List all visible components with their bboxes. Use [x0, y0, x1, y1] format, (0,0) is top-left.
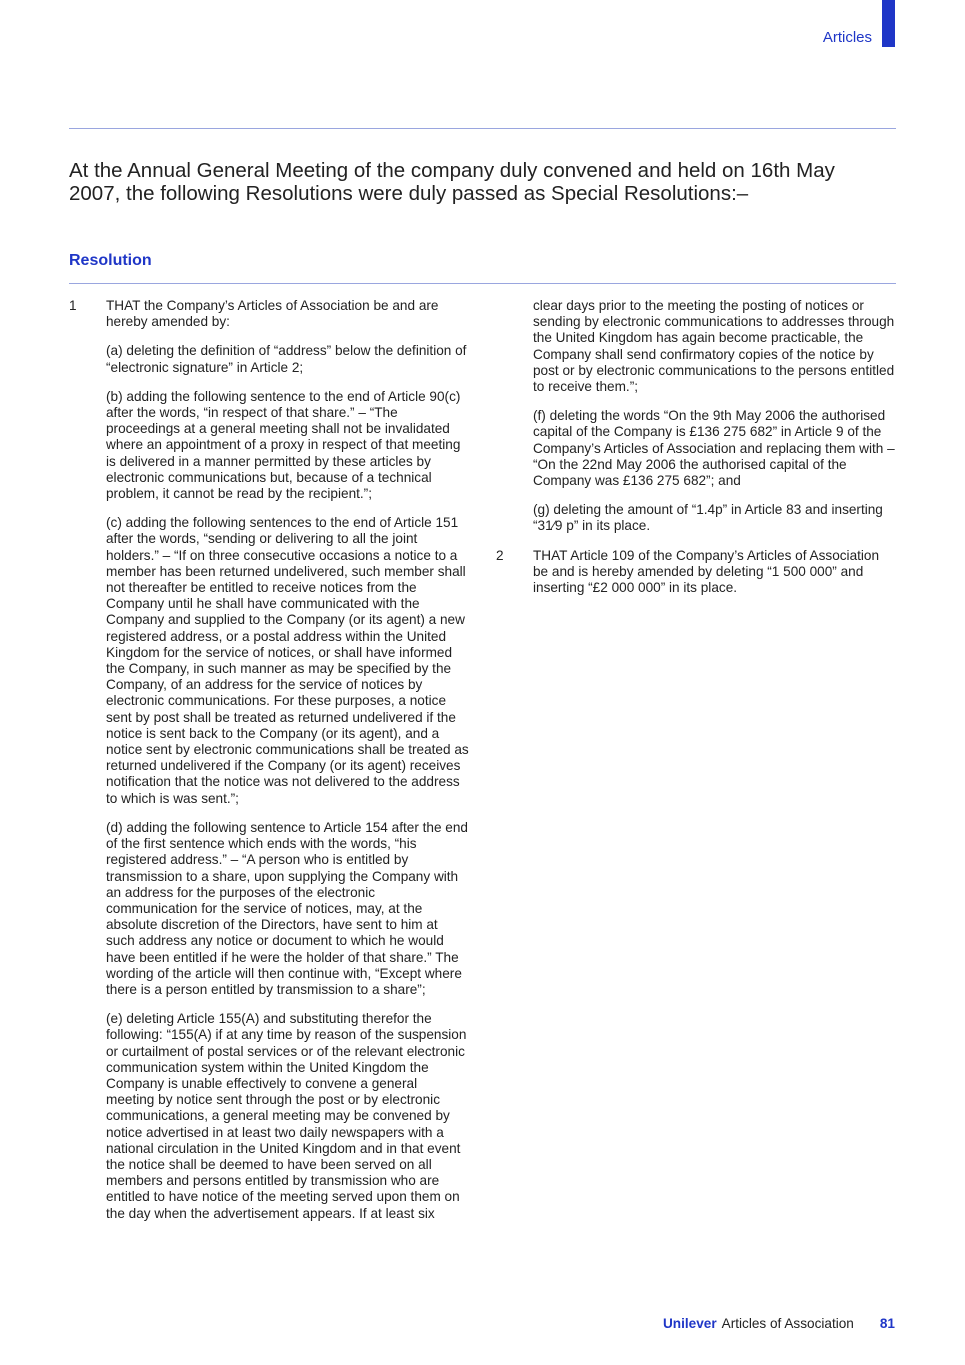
- divider: [69, 128, 896, 129]
- page-footer: [663, 1316, 895, 1332]
- section-tab-marker: [882, 0, 895, 47]
- clause-d: (d) adding the following sentence to Article 154 after the end of the first sentence which ends with the words, “his registered address.” – “A person who is entitled by transmission to a share, upon supplying the Company with an address for the purposes of the electronic communication for the service of notices, may, at the absolute discretion of the Directors, have sent to him at such address any notice or document to which he would have been entitled if he were the holder of that share.” The wording of the article will then continue with, “Except where there is a person entitled by transmission to a share”;: [106, 819, 468, 997]
- clause-b: (b) adding the following sentence to the end of Article 90(c) after the words, “in respect of that share.” – “The proceedings at a general meeting shall not be invalidated where an appointment of a proxy in respect of that meeting is delivered in a manner permitted by these articles by electronic communications but, because of a technical problem, it cannot be read by the recipient.”;: [106, 388, 461, 502]
- clause-c: (c) adding the following sentences to the end of Article 151 after the words, “sending or delivering to all the joint holders.” – “If on three consecutive occasions a notice to a member has been returned undelivered, such member shall not thereafter be entitled to receive notices from the Company until he shall have communicated with the Company and supplied to the Company (or its agent) a new registered address, or a postal address within the United Kingdom for the service of notices, or shall have informed the Company, in such manner as may be specified by the Company, of an address for the service of notices by electronic communications. For these purposes, a notice sent by post shall be treated as returned undelivered if the notice is sent back to the Company (or its agent), and a notice sent by electronic communications shall be treated as returned undelivered if the Company (or its agent) receives notification that the notice was not delivered to the address to which is was sent.”;: [106, 515, 469, 806]
- resolution-item-1-continued: [496, 298, 896, 535]
- intro-statement: At the Annual General Meeting of the company duly convened and held on 16th May 2007, the following Resolutions were duly passed as Special Resolutions:–: [69, 159, 835, 205]
- clause-a: (a) deleting the definition of “address” below the definition of “electronic signature” in Article 2;: [106, 343, 467, 375]
- resolution-heading: Resolution: [69, 252, 152, 269]
- page-number: 81: [879, 1316, 895, 1331]
- resolution-item-1: [69, 298, 469, 1222]
- item-number: 1: [69, 298, 77, 313]
- brand-name: Unilever: [662, 1316, 717, 1331]
- right-column: [496, 298, 896, 609]
- resolution-item-2: [496, 548, 896, 597]
- left-column: [69, 298, 469, 1235]
- clause-g: (g) deleting the amount of “1.4p” in Article 83 and inserting “31⁄9 p” in its place.: [533, 502, 883, 534]
- clause-f: (f) deleting the words “On the 9th May 2006 the authorised capital of the Company is £136 275 682” in Article 9 of the Company’s Articles of Association and replacing them with – “On the 22nd May 2006 the authorised capital of the Company was £136 275 682”; and: [533, 408, 895, 489]
- item-lead-text: THAT the Company’s Articles of Association be and are hereby amended by:: [106, 298, 439, 330]
- document-title: Articles of Association: [721, 1316, 854, 1331]
- item-text: THAT Article 109 of the Company’s Articles of Association be and is hereby amended by deleting “1 500 000” and inserting “£2 000 000” in its place.: [533, 547, 880, 596]
- item-number: 2: [496, 547, 504, 563]
- clause-e: (e) deleting Article 155(A) and substituting therefor the following: “155(A) if at any time by reason of the suspension or curtailment of postal services or of the relevant electronic communication system within the United Kingdom the Company is unable effectively to convene a general meeting by notice sent through the post or by electronic communications, a general meeting may be convened by notice advertised in at least two daily newspapers with a national circulation in the United Kingdom and in that event the notice shall be deemed to have been served on all members and persons entitled by transmission who are entitled to have notice of the meeting served upon them on the day when the advertisement appears. If at least six: [106, 1011, 467, 1221]
- section-tab-label: Articles: [822, 29, 872, 46]
- clause-e-continued: clear days prior to the meeting the posting of notices or sending by electronic communications to addresses through the United Kingdom has again become practicable, the Company shall send confirmatory copies of the notice by post or by electronic communications to the persons entitled to receive them.”;: [533, 298, 895, 395]
- divider: [69, 283, 896, 284]
